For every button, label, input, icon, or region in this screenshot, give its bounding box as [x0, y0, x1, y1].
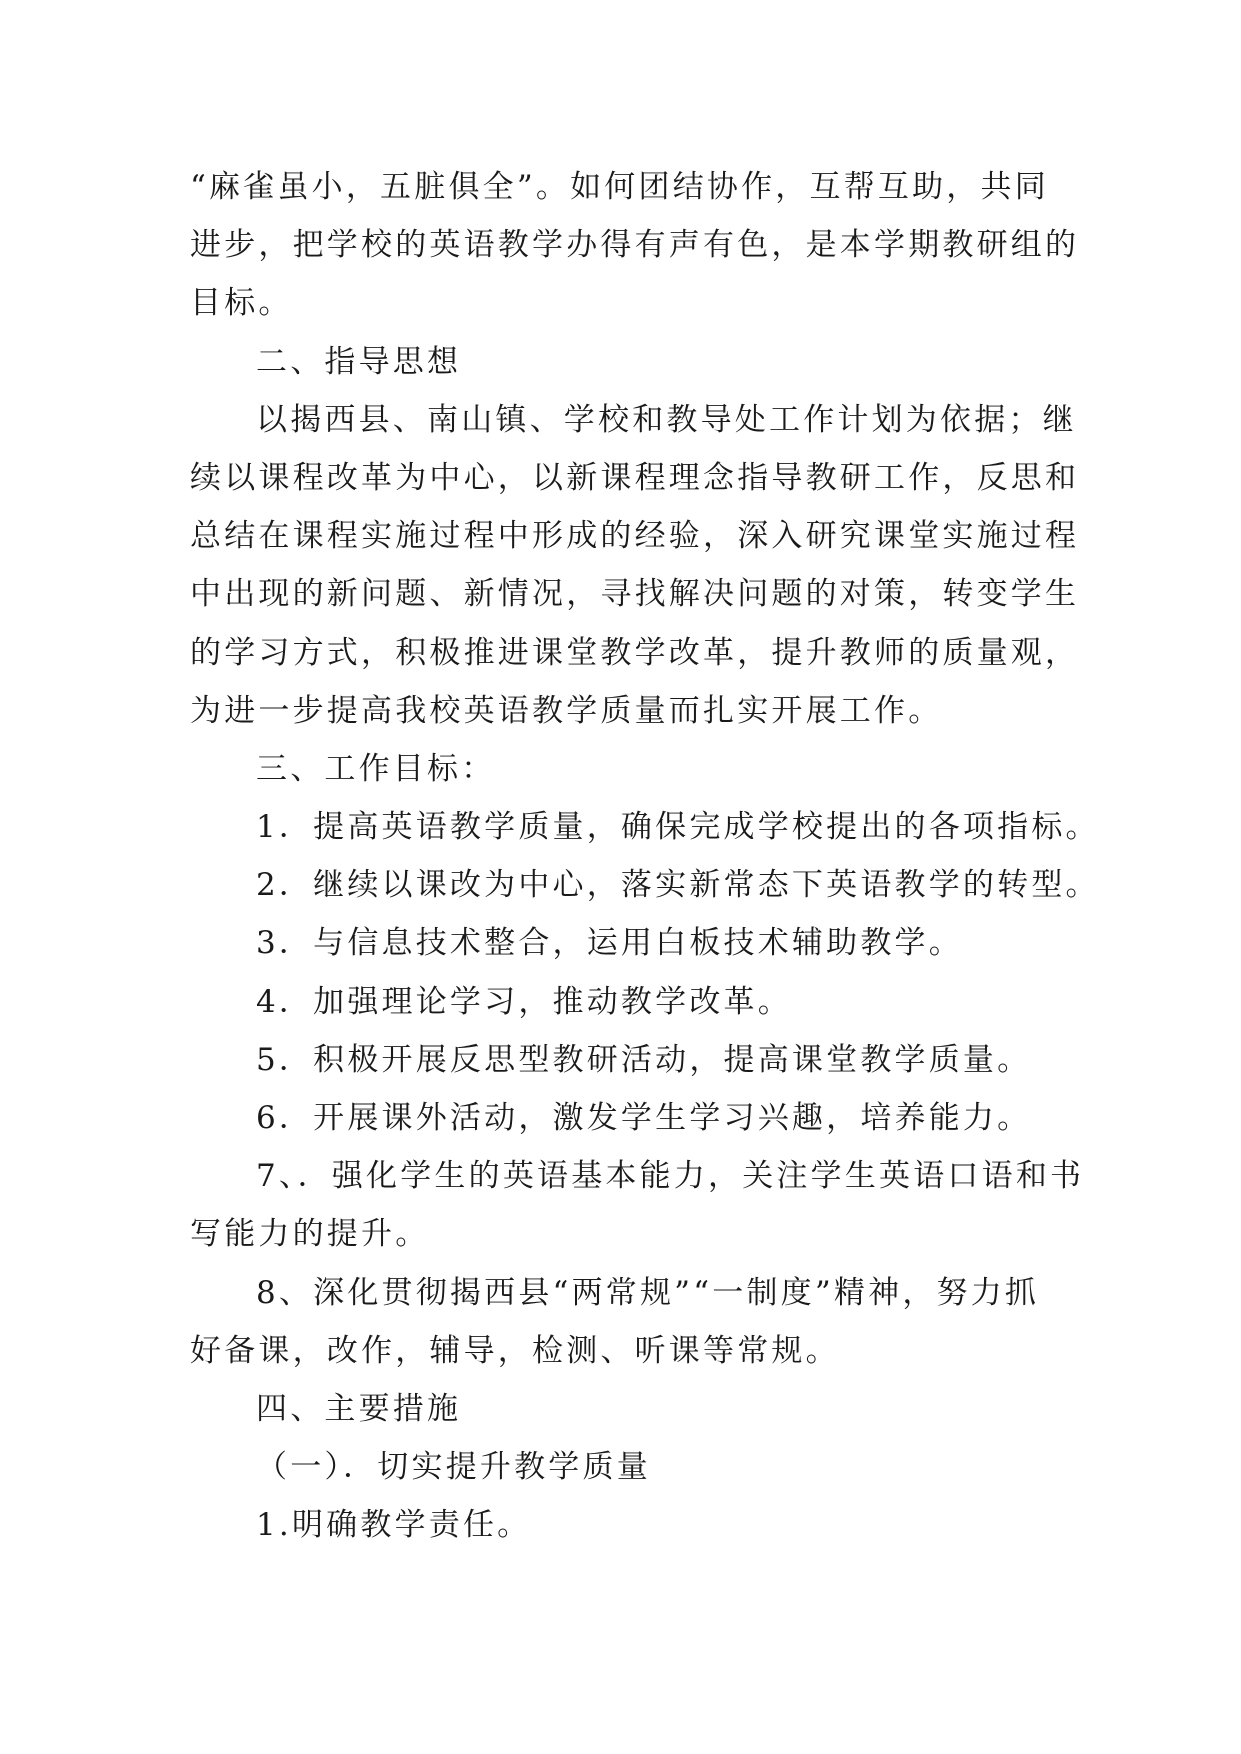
goal-item: 3．与信息技术整合，运用白板技术辅助教学。 — [256, 925, 963, 962]
paragraph-line: “麻雀虽小，五脏俱全”。如何团结协作，互帮互助，共同 — [190, 169, 1049, 205]
goal-item: 1．提高英语教学质量，确保完成学校提出的各项指标。 — [256, 809, 1100, 846]
section-heading-main-measures: 四、主要措施 — [256, 1390, 462, 1427]
paragraph-line: 中出现的新问题、新情况，寻找解决问题的对策，转变学生 — [190, 576, 1080, 613]
section-heading-work-goals: 三、工作目标： — [256, 750, 496, 787]
list-item: 1.明确教学责任。 — [256, 1507, 532, 1544]
subsection-heading: （一）．切实提升教学质量 — [256, 1449, 651, 1486]
paragraph-line: 总结在课程实施过程中形成的经验，深入研究课堂实施过程 — [190, 518, 1080, 555]
paragraph-line: 续以课程改革为中心，以新课程理念指导教研工作，反思和 — [190, 459, 1080, 496]
paragraph-line: 的学习方式，积极推进课堂教学改革，提升教师的质量观， — [190, 634, 1080, 671]
goal-item: 8、深化贯彻揭西县“两常规”“一制度”精神，努力抓 — [256, 1274, 1040, 1311]
goal-item: 4．加强理论学习，推动教学改革。 — [256, 983, 792, 1020]
paragraph-line: 以揭西县、南山镇、学校和教导处工作计划为依据；继 — [256, 401, 1077, 438]
section-heading-guiding-ideology: 二、指导思想 — [256, 343, 462, 380]
goal-item: 7、．强化学生的英语基本能力，关注学生英语口语和书 — [256, 1158, 1085, 1195]
goal-item: 2．继续以课改为中心，落实新常态下英语教学的转型。 — [256, 867, 1100, 904]
paragraph-line: 好备课，改作，辅导，检测、听课等常规。 — [190, 1332, 840, 1369]
paragraph-line: 写能力的提升。 — [190, 1216, 430, 1253]
paragraph-line: 为进一步提高我校英语教学质量而扎实开展工作。 — [190, 692, 943, 729]
paragraph-line: 目标。 — [190, 285, 293, 322]
document-body — [190, 158, 1100, 1555]
goal-item: 5．积极开展反思型教研活动，提高课堂教学质量。 — [256, 1041, 1032, 1078]
goal-item: 6．开展课外活动，激发学生学习兴趣，培养能力。 — [256, 1100, 1032, 1136]
paragraph-line: 进步，把学校的英语教学办得有声有色，是本学期教研组的 — [190, 227, 1080, 264]
